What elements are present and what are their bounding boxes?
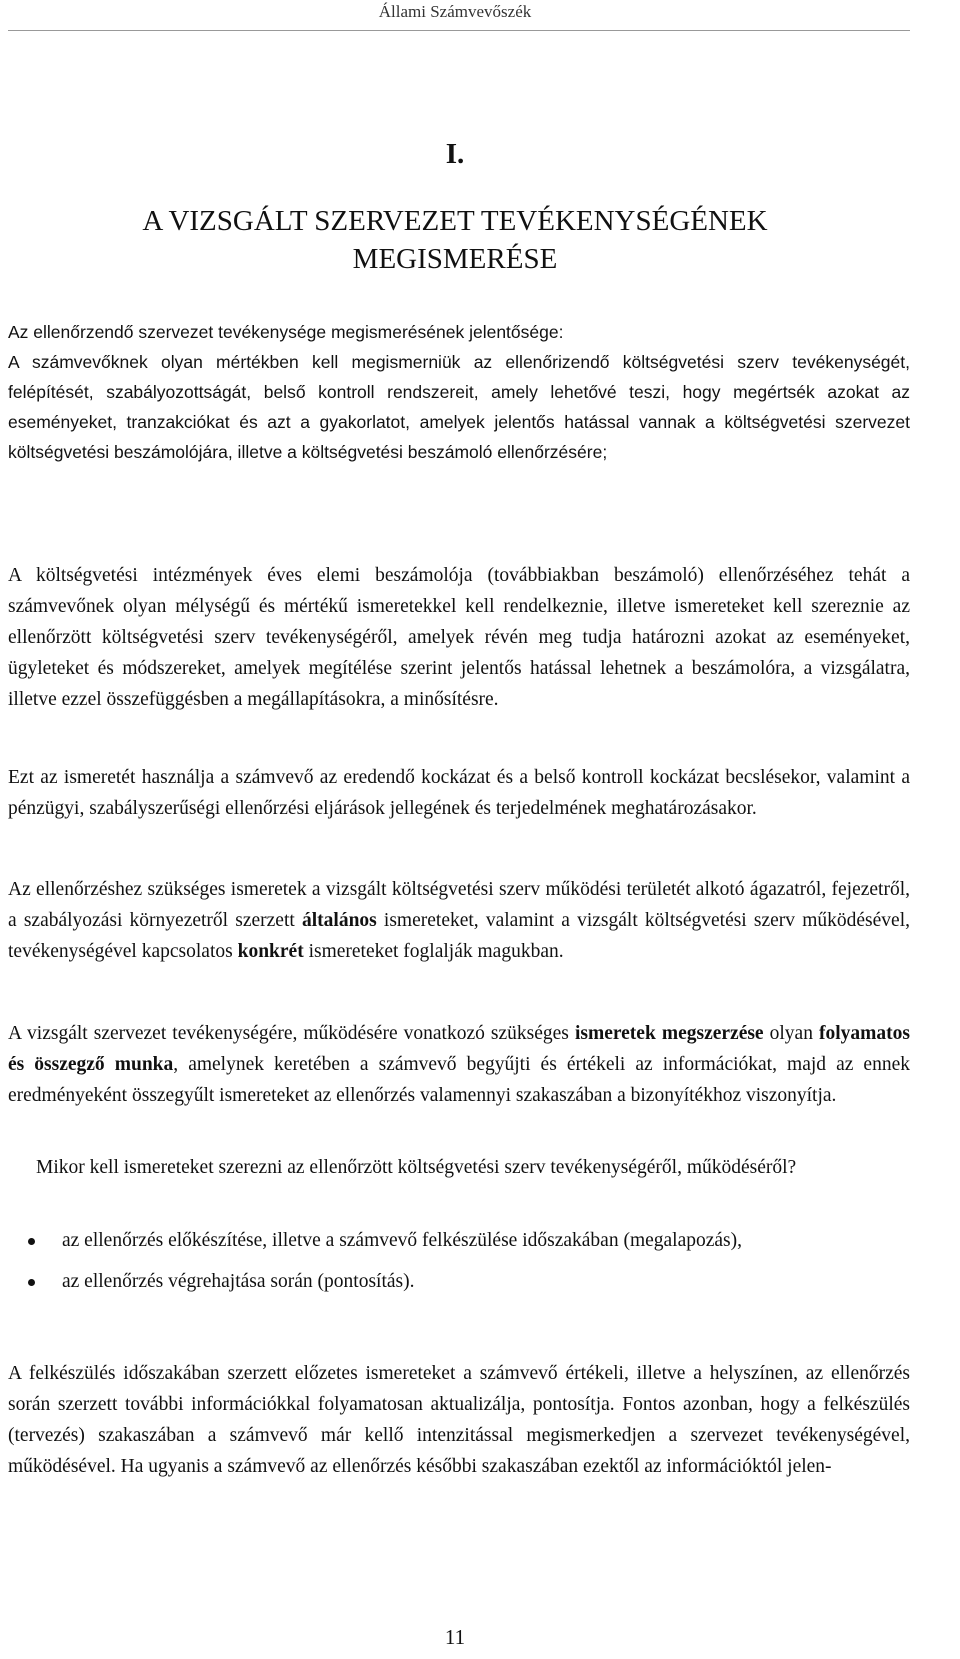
section1 bbox=[8, 317, 910, 467]
chapter-title bbox=[0, 202, 910, 278]
list-item-text: az ellenőrzés végrehajtása során (pontosítás). bbox=[62, 1271, 415, 1292]
bullet-list-block bbox=[20, 1225, 910, 1297]
paragraph-4-bold-process: folyamatos és összegző munka bbox=[8, 1023, 910, 1075]
paragraph-3 bbox=[8, 874, 910, 967]
paragraph-2: Ezt az ismeretét használja a számvevő az eredendő kockázat és a belső kontroll kockázat becslésekor, valamint a pénzügyi, szabályszerűségi ellenőrzési eljárások jellegének és terjedelmének meghatározásakor. bbox=[8, 767, 910, 819]
chapter-number: I. bbox=[445, 138, 465, 170]
chapter-title-line2: MEGISMERÉSE bbox=[352, 243, 558, 275]
paragraph-3-text-1: Az ellenőrzéshez szükséges ismeretek a vizsgált költségvetési szerv működési területét alkotó ágazatról, fejezetről, a szabályozási környezetről szerzett bbox=[8, 879, 910, 931]
page-number: 11 bbox=[444, 1625, 466, 1649]
paragraph-3-bold-general: általános bbox=[301, 910, 377, 931]
running-header: Állami Számvevőszék bbox=[378, 2, 532, 21]
question-block bbox=[36, 1152, 910, 1183]
paragraph-1: A költségvetési intézmények éves elemi beszámolója (továbbiakban beszámoló) ellenőrzéséhez tehát a számvevőnek olyan mélységű és mértékű ismeretekkel kell rendelkeznie, illetve ismereteket kell szereznie az ellenőrzött költségvetési szerv tevékenységéről, amelyek révén meg tudja határozni azokat az eseményeket, ügyleteket és módszereket, amelyek megítélése szerint jelentős hatással lehetnek a beszámolóra, a vizsgálatra, illetve ezzel összefüggésben a megállapításokra, a minősítésre. bbox=[8, 565, 910, 710]
paragraph-4-bold-knowledge: ismeretek megszerzése bbox=[574, 1023, 764, 1044]
paragraph-3-text-3: ismereteket foglalják magukban. bbox=[303, 941, 564, 962]
bullet-icon bbox=[28, 1279, 35, 1286]
section1-body: A számvevőknek olyan mértékben kell megismerniük az ellenőrizendő költségvetési szerv tevékenységét, felépítését, szabályozottságát, belső kontroll rendszereit, amely lehetővé teszi, hogy megértsék azokat az eseményeket, tranzakciókat és azt a gyakorlatot, amelyek jelentős hatással vannak a költségvetési szervezet költségvetési beszámolójára, illetve a költségvetési beszámoló ellenőrzésére; bbox=[8, 352, 910, 462]
paragraph-4-block bbox=[8, 1018, 910, 1111]
list-item bbox=[20, 1225, 910, 1256]
list-item-text: az ellenőrzés előkészítése, illetve a számvevő felkészülése időszakában (megalapozás), bbox=[62, 1230, 743, 1251]
paragraph-1-block bbox=[8, 560, 910, 715]
paragraph-5: A felkészülés időszakában szerzett előzetes ismereteket a számvevő értékeli, illetve a helyszínen, az ellenőrzés során szerzett további információkkal folyamatosan aktualizálja, pontosítja. Fontos azonban, hogy a felkészülés (tervezés) szakaszában a számvevő már kellő intenzitással megismerkedjen a szervezet tevékenységével, működésével. Ha ugyanis a számvevő az ellenőrzés későbbi szakaszában ezektől az információktól jelen- bbox=[8, 1363, 910, 1477]
list-item bbox=[20, 1266, 910, 1297]
header-divider bbox=[8, 30, 910, 31]
paragraph-3-text-2: ismereteket, valamint a vizsgált költségvetési szerv működésével, tevékenységével kapcsolatos bbox=[8, 910, 910, 962]
bullet-list bbox=[20, 1225, 910, 1297]
section1-heading: Az ellenőrzendő szervezet tevékenysége megismerésének jelentősége: bbox=[8, 322, 564, 342]
paragraph-4-text-1: A vizsgált szervezet tevékenységére, működésére vonatkozó szükséges bbox=[8, 1023, 575, 1044]
question-text: Mikor kell ismereteket szerezni az ellenőrzött költségvetési szerv tevékenységéről, működéséről? bbox=[36, 1157, 797, 1178]
paragraph-3-block bbox=[8, 874, 910, 967]
paragraph-5-block bbox=[8, 1358, 910, 1482]
chapter-title-line1: A VIZSGÁLT SZERVEZET TEVÉKENYSÉGÉNEK bbox=[142, 205, 768, 237]
bullet-icon bbox=[28, 1238, 35, 1245]
paragraph-4-text-3: , amelynek keretében a számvevő begyűjti és értékeli az információkat, majd az ennek eredményeként összegyűlt ismereteket az ellenőrzés valamennyi szakaszában a bizonyítékhoz viszonyítja. bbox=[8, 1054, 910, 1106]
paragraph-2-block bbox=[8, 762, 910, 824]
paragraph-4-text-2: olyan bbox=[763, 1023, 819, 1044]
paragraph-4 bbox=[8, 1018, 910, 1111]
paragraph-3-bold-concrete: konkrét bbox=[237, 941, 304, 962]
